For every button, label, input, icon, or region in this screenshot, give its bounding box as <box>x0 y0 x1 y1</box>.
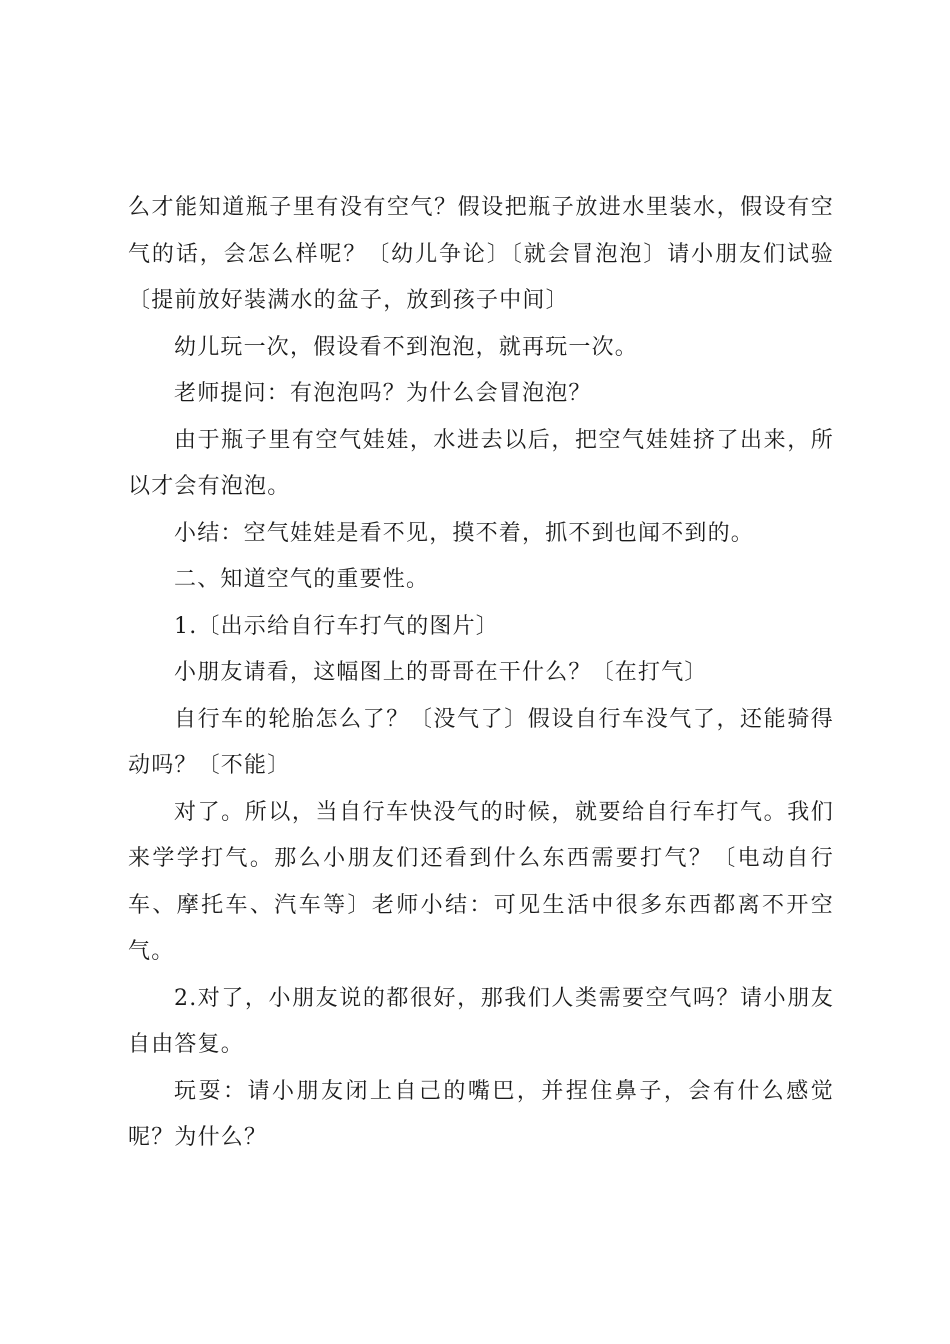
paragraph-explanation: 由于瓶子里有空气娃娃，水进去以后，把空气娃娃挤了出来，所以才会有泡泡。 <box>128 427 834 499</box>
paragraph-teacher-question: 老师提问：有泡泡吗？为什么会冒泡泡？ <box>174 381 592 406</box>
paragraph-continuation: 么才能知道瓶子里有没有空气？假设把瓶子放进水里装水，假设有空气的话，会怎么样呢？〔幼儿争论〕〔就会冒泡泡〕请小朋友们试验〔提前放好装满水的盆子，放到孩子中间〕 <box>128 195 834 313</box>
paragraph-child-play: 幼儿玩一次，假设看不到泡泡，就再玩一次。 <box>174 334 639 360</box>
paragraph-game: 玩耍：请小朋友闭上自己的嘴巴，并捏住鼻子，会有什么感觉呢？为什么？ <box>128 1078 834 1150</box>
paragraph-step-1: 1.〔出示给自行车打气的图片〕 <box>174 613 499 639</box>
paragraph-step-2: 2.对了，小朋友说的都很好，那我们人类需要空气吗？请小朋友自由答复。 <box>128 985 834 1057</box>
paragraph-summary: 小结：空气娃娃是看不见，摸不着，抓不到也闻不到的。 <box>174 520 755 546</box>
paragraph-look-picture: 小朋友请看，这幅图上的哥哥在干什么？〔在打气〕 <box>174 660 708 685</box>
section-heading: 二、知道空气的重要性。 <box>174 567 430 592</box>
paragraph-pump-discussion: 对了。所以，当自行车快没气的时候，就要给自行车打气。我们来学学打气。那么小朋友们还看到什么东西需要打气？〔电动自行车、摩托车、汽车等〕老师小结：可见生活中很多东西都离不开空气。 <box>128 799 834 964</box>
document-body <box>128 185 834 1162</box>
paragraph-tire-question: 自行车的轮胎怎么了？〔没气了〕假设自行车没气了，还能骑得动吗？〔不能〕 <box>128 706 834 778</box>
